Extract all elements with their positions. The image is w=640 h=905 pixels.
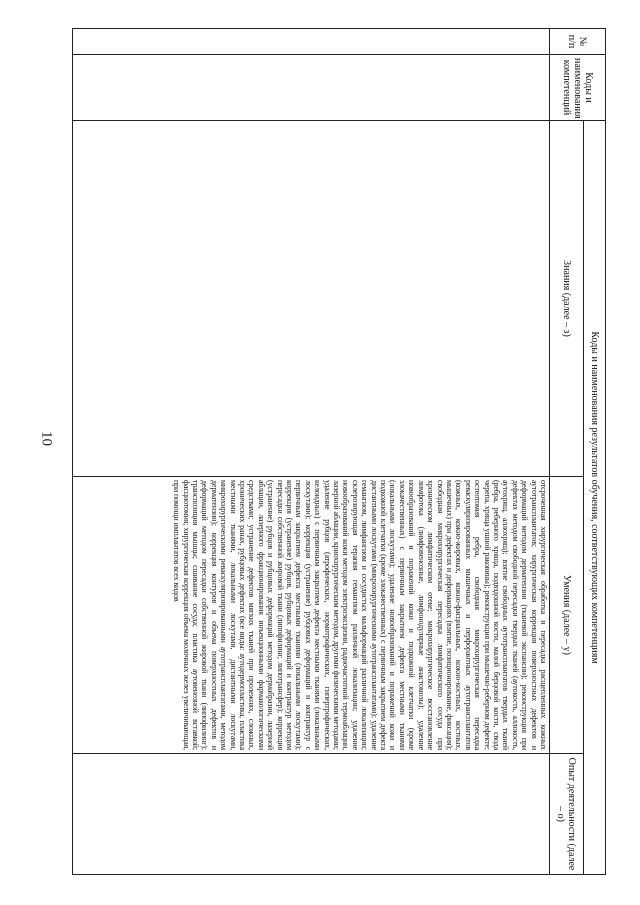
cell-num (73, 29, 550, 55)
cell-skills (73, 477, 550, 754)
competency-table (72, 28, 606, 875)
table-header-row-1 (584, 29, 606, 875)
cell-codes (73, 55, 550, 121)
header-skills: Умения (далее – у) (550, 477, 584, 754)
table-row (73, 29, 550, 875)
page-number: 10 (38, 431, 55, 446)
cell-experience (73, 754, 550, 875)
header-group: Коды и наименования результатов обучения, соответствующих компетенциям (584, 121, 606, 875)
header-knowledge: Знания (далее – з) (550, 121, 584, 477)
table-header-row-2 (550, 29, 584, 875)
header-num: № п/п (550, 29, 606, 55)
skills-text: отсроченная хирургическая обработка и пересадка расщепленных кожных аутотрансплантатов; хирургическая коррекция поверхностных дефектов и деформаций методом дерматензии (тканевой экспансии); реконструкция при дефектах методом свободной пересадки твердых тканей (аутокость, аллокость, аутохрящ, аллохрящ); взятие свободных аутотрансплантатов твердых тканей (ребра, реберного хряща, подвздошной кости, малой берцовой кости, свода черепа, хряща ушной раковины); реконструкция при мышечно-реберном дефекте; остеотомия ребра, свободная микрохирургическая пересадка реваскуляризированных мышечных и перфорантных аутотрансплантатов (кожных, кожно-жировых, кожно-фасциальных, кожно-костных, костных, мышечных) при дефектах и деформациях (взятие, позиционирование, фиксация); свободная микрохирургическая пересадка лимфатического сосуда при хроническом лимфатическом отеке; микрохирургическое восстановление лимфотока (лимфовенозные, лимфонодулярные анастомозы); удаление новообразований и поражений кожи и подкожной клетчатки (кроме злокачественных) с первичным закрытием дефекта местными тканями (локальными лоскутами); удаление новообразований и поражений кожи и подкожной клетчатки (кроме злокачественных) с первичным закрытием дефекта дистантными лоскутами (микрохирургическими аутотрансплантатами); удаление гемангиом, лимфангиом и сосудистых мальформаций различной локализации; склерозирующая терапия гемангиом различной локализации; удаление новообразований кожи методом электроэксцизии, радиочастотной термоаблации, лазерной аблации, криохирургическим методом, другими физическими методами; удаление рубцов (атрофических, нормотрофических, гипертрофических, келоидных) с первичным закрытием дефекта местными тканями (локальными лоскутами); коррекция (устранение) рубцовых деформаций и контрактур с первичным закрытием дефекта местными тканями (локальными лоскутами); коррекция (устранение) рубцов, рубцовых деформаций и контрактур методом пересадки собственной жировой ткани (липофилинг, липотрансфер); коррекция (устранение) рубцов и рубцовых деформаций методом дермабразии, лазерной аблации, лазерного фракционирования инъекционными фармакологическими средствами; устранение дефектов мягких тканей при пролежнях, сложных, хронических ранах, рубцовых дефектах (все виды: аутодермопластика, пластика местными тканями, локальными лоскутами, дистантными лоскутами, микрохирургическими реваскуляризированными аутотрансплантатами, методом дерматензии); коррекция контуров и объема поверхностных дефектов и деформаций методом пересадки собственной жировой ткани (липофилинг); транспозиция мышцы; сшивание сосуда; пластика аутовенозной вставкой; фасциотомия; хирургическая коррекция объема молочных желез увеличивающая, при помощи имплантатов всех видов (172, 480, 548, 750)
competency-table-wrapper (72, 28, 606, 874)
header-codes: Коды и наименования компетенций (550, 55, 606, 121)
cell-knowledge (73, 121, 550, 477)
header-experience: Опыт деятельности (далее – о) (550, 754, 584, 875)
